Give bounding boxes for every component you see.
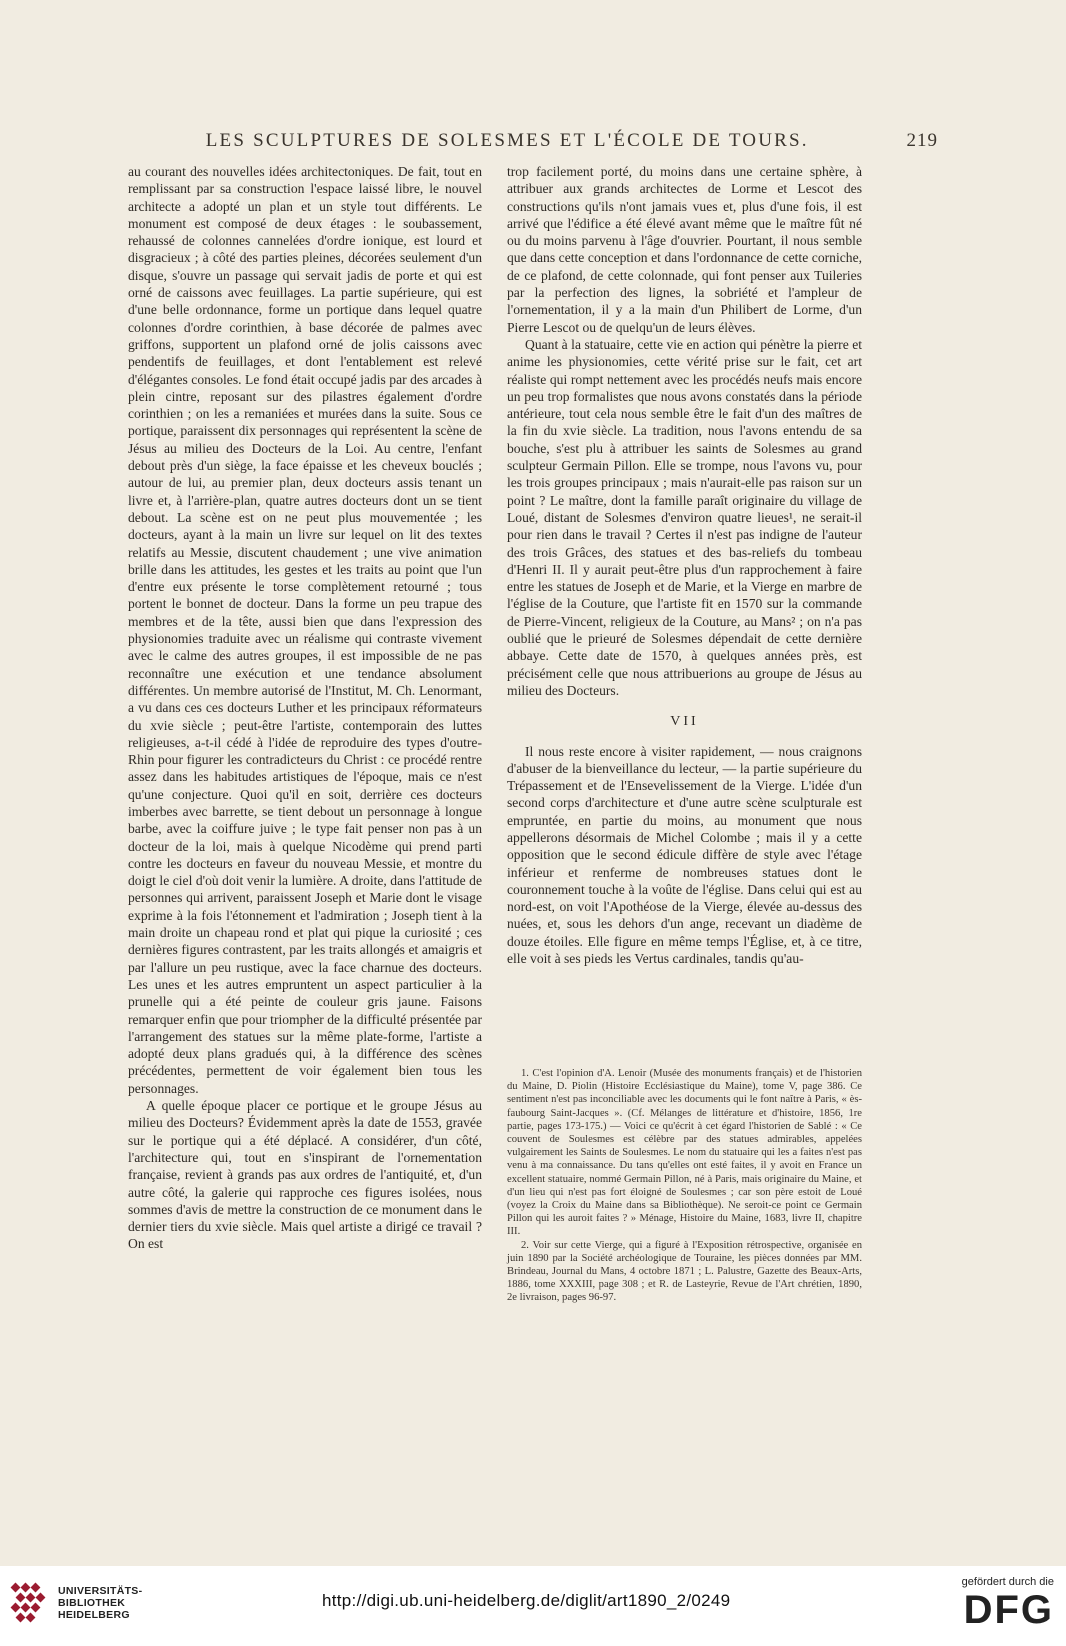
page-number: 219 bbox=[906, 130, 938, 151]
left-column bbox=[128, 163, 482, 1253]
viewer-footer bbox=[0, 1566, 1066, 1646]
running-title: LES SCULPTURES DE SOLESMES ET L'ÉCOLE DE TOURS. bbox=[205, 130, 809, 151]
dfg-sponsor[interactable] bbox=[962, 1576, 1054, 1632]
section-heading: VII bbox=[670, 714, 699, 730]
institution-name-line-2: BIBLIOTHEK bbox=[58, 1597, 126, 1609]
paragraph: trop facilement porté, du moins dans une certaine sphère, à attribuer aux grands architectes de Lorme et Lescot des constructions qu'ils n'ont jamais vues et, plus d'une fois, il est arrivé que l'édifice a été élevé avant même que le maître fût né ou du moins parvenu à l'âge d'ouvrier. Pourtant, il nous semble que dans cette conception et dans l'ordonnance de cette corniche, de ce plafond, de cette colonnade, qui font penser aux Tuileries par la perfection des lignes, la sobriété et l'ampleur de l'ornementation, il y a la main d'un Philibert de Lorme, d'un Pierre Lescot ou de quelqu'un de leurs élèves. bbox=[507, 164, 862, 335]
institution-name-line-1: UNIVERSITÄTS- bbox=[58, 1585, 143, 1597]
paragraph: Il nous reste encore à visiter rapidement, — nous craignons d'abuser de la bienveillance du lecteur, — la partie supérieure du Trépassement et de l'Ensevelissement de la Vierge. L'idée d'un second corps d'architecture et d'une autre scène sculpturale est empruntée, en partie du moins, au monument que nous appellerons désormais de Michel Colombe ; mais il y a cette opposition que le second édicule diffère de style avec l'étage inférieur et renferme de nombreuses statues dont le couronnement touche à la voûte de l'église. Dans celui qui est au nord-est, on voit l'Apothéose de la Vierge, élevée au-dessus des nuées, et, sous les dehors d'un ange, recevant un diadème de douze étoiles. Elle figure en même temps l'Église, et, à ce titre, elle voit à ses pieds les Vertus cardinales, tandis qu'au- bbox=[507, 743, 862, 967]
paragraph: au courant des nouvelles idées architectoniques. De fait, tout en remplissant par sa construction l'espace laissé libre, le nouvel architecte a adopté un plan et un style tout différents. Le monument est composé de deux étages : le soubassement, rehaussé de colonnes cannelées d'ordre ionique, est lourd et disgracieux ; à côté des parties pleines, décorées seulement d'un disque, s'ouvre un passage qui servait jadis de porte et qui est orné de caissons avec feuillages. La partie supérieure, qui est d'une belle ordonnance, forme un portique dans lequel quatre colonnes d'ordre corinthien, à base décorée de palmes avec griffons, supportent un plafond orné de jolis caissons avec pendentifs de feuillages, et dont l'entablement est relevé d'élégantes consoles. Le fond était occupé jadis par des arcades à plein cintre, reposant sur des pilastres également d'ordre corinthien ; on les a remaniées et murées dans la suite. Sous ce portique, paraissent dix personnages qui représentent la scène de Jésus au milieu des Docteurs de la Loi. Au centre, l'enfant debout près d'un siège, la face épaisse et les cheveux bouclés ; autour de lui, au premier plan, deux docteurs assis tenant un livre et, à l'arrière-plan, quatre autres docteurs dont un se tient debout. La scène est on ne peut plus mouvementée ; les docteurs, ayant à la main un livre sur lequel on lit des textes relatifs au Messie, discutent chaudement ; une vive animation brille dans les attitudes, les gestes et les traits au point que l'un d'entre eux présente le torse complètement retourné ; tous portent le bonnet de docteur. Dans la forme un peu trapue des membres et de la tête, aussi bien que dans l'expression des physionomies traduite avec un réalisme qui contraste vivement avec le calme des autres groupes, il est impossible de ne pas reconnaître une exécution et une tendance absolument différentes. Un membre autorisé de l'Institut, M. Ch. Lenormant, a vu dans ces ces docteurs Luther et les principaux réformateurs du xvie siècle ; peut-être l'artiste, contemporain des luttes religieuses, a-t-il cédé à l'idée de reproduire des types d'outre-Rhin pour figurer les contradicteurs du Christ : ce procédé rentre assez dans les habitudes artistiques de l'époque, mais ce n'est qu'une conjecture. Quoi qu'il en soit, derrière ces docteurs imberbes avec barrette, se tient debout un personnage à longue barbe, avec la coiffure juive ; le type fait penser non pas à un docteur de la loi, mais à quelque Nicodème qui prend parti contre les docteurs en faveur du nouveau Messie, et montre du doigt le ciel d'où doit venir la lumière. A droite, dans l'attitude de personnes qui arrivent, paraissent Joseph et Marie dont le visage exprime à la fois l'étonnement et l'admiration ; Joseph tient à la main droite un chapeau rond et plat qui pique la curiosité ; ces dernières figures contrastent, par les traits allongés et amaigris et par l'allure un peu rustique, avec la face charnue des docteurs. Les unes et les autres empruntent un aspect particulier à la prunelle qui a été peinte de couleur gris jaune. Faisons remarquer enfin que pour triompher de la difficulté présentée par l'arrangement des statues sur la même plate-forme, l'artiste a adopté deux plans gradués qui, à la différence des scènes précédentes, permettent de voir également bien tous les personnages. bbox=[128, 164, 482, 1096]
sponsor-caption: gefördert durch die bbox=[961, 1576, 1054, 1588]
footnote: 2. Voir sur cette Vierge, qui a figuré à l'Exposition rétrospective, organisée en juin 1890 par la Société archéologique de Touraine, les pièces données par MM. Brindeau, Journal du Mans, 4 octobre 1871 ; L. Palustre, Gazette des Beaux-Arts, 1886, tome XXXIII, page 308 ; et R. de Lasteyrie, Revue de l'Art chrétien, 1890, 2e livraison, pages 96-97. bbox=[507, 1239, 862, 1304]
paragraph: Quant à la statuaire, cette vie en action qui pénètre la pierre et anime les physionomies, cette vérité prise sur le fait, cet art réaliste qui rompt nettement avec les procédés neufs mais encore un peu trop formalistes que nous avons constatés dans la période antérieure, tout cela nous semble être le fait d'un des maîtres de la fin du xvie siècle. La tradition, nous l'avons entendu de sa bouche, s'est plu à attribuer les saints de Solesmes au grand sculpteur Germain Pillon. Elle se trompe, nous l'avons vu, pour les trois groupes principaux ; mais n'aurait-elle pas raison sur un point ? Le maître, dont la famille paraît originaire du village de Loué, distant de Solesmes d'environ quatre lieues¹, ne serait-il pour rien dans le travail ? Certes il n'est pas indigne de l'auteur des trois Grâces, des statues et des bas-reliefs du tombeau d'Henri II. Il y aurait peut-être plus d'un rapprochement à faire entre les statues de Joseph et de Marie, et la Vierge en marbre de l'église de la Couture, que l'artiste fit en 1570 sur la commande de Pierre-Vincent, religieux de la Couture, au Mans² ; on n'a pas oublié que le prieuré de Solesmes dépendait de cette dernière abbaye. Cette date de 1570, à quelques années près, est précisément celle que nous attribuerions au groupe de Jésus au milieu des Docteurs. bbox=[507, 336, 862, 698]
permalink-url[interactable]: http://digi.ub.uni-heidelberg.de/diglit/art1890_2/0249 bbox=[322, 1591, 731, 1610]
footnote: 1. C'est l'opinion d'A. Lenoir (Musée des monuments français) et de l'historien du Maine, D. Piolin (Histoire Ecclésiastique du Maine), tome V, page 386. Ce sentiment n'est pas inconciliable avec les documents qui le font naître à Paris, « ès-faubourg Saint-Jacques ». (Cf. Mélanges de littérature et d'histoire, 1856, 1re partie, pages 173-175.) — Voici ce qu'écrit à cet égard l'historien de Sablé : « Ce couvent de Soulesmes est célèbre par des statues admirables, appelées vulgairement les Saints de Soulesmes. Le nom du statuaire qui les a faites n'est pas venu à ma connaissance. Du tans qu'elles ont esté faites, il y avoit en France un excellent statuaire, nommé Germain Pillon, né à Paris, mais originaire du Maine, et d'un lieu qui n'est pas fort éloigné de Soulesmes ; car son père estoit de Loué (voyez la Croix du Maine dans sa Bibliothèque). Ne seroit-ce point ce Germain Pillon qui les auroit faites ? » Ménage, Histoire du Maine, 1683, livre II, chapitre III. bbox=[507, 1068, 862, 1238]
institution-name-line-3: HEIDELBERG bbox=[58, 1609, 130, 1621]
dfg-logo: DFG bbox=[963, 1588, 1054, 1632]
paragraph: A quelle époque placer ce portique et le groupe Jésus au milieu des Docteurs? Évidemment après la date de 1553, gravée sur le portique qui a été déplacé. A considérer, d'un côté, l'architecture qui, tout en s'inspirant de l'ornementation française, revient à grands pas aux ordres de l'antiquité, et, d'un autre côté, la galerie qui rapproche ces figures isolées, nous sommes d'avis de mettre la construction de ce monument dans le dernier tiers du xvie siècle. Mais quel artiste a dirigé ce travail ? On est bbox=[128, 1098, 482, 1252]
running-head bbox=[128, 130, 938, 152]
footnotes bbox=[507, 1067, 862, 1305]
library-logo-icon bbox=[12, 1580, 50, 1626]
university-library-logo[interactable] bbox=[12, 1580, 142, 1626]
right-column bbox=[507, 163, 862, 967]
